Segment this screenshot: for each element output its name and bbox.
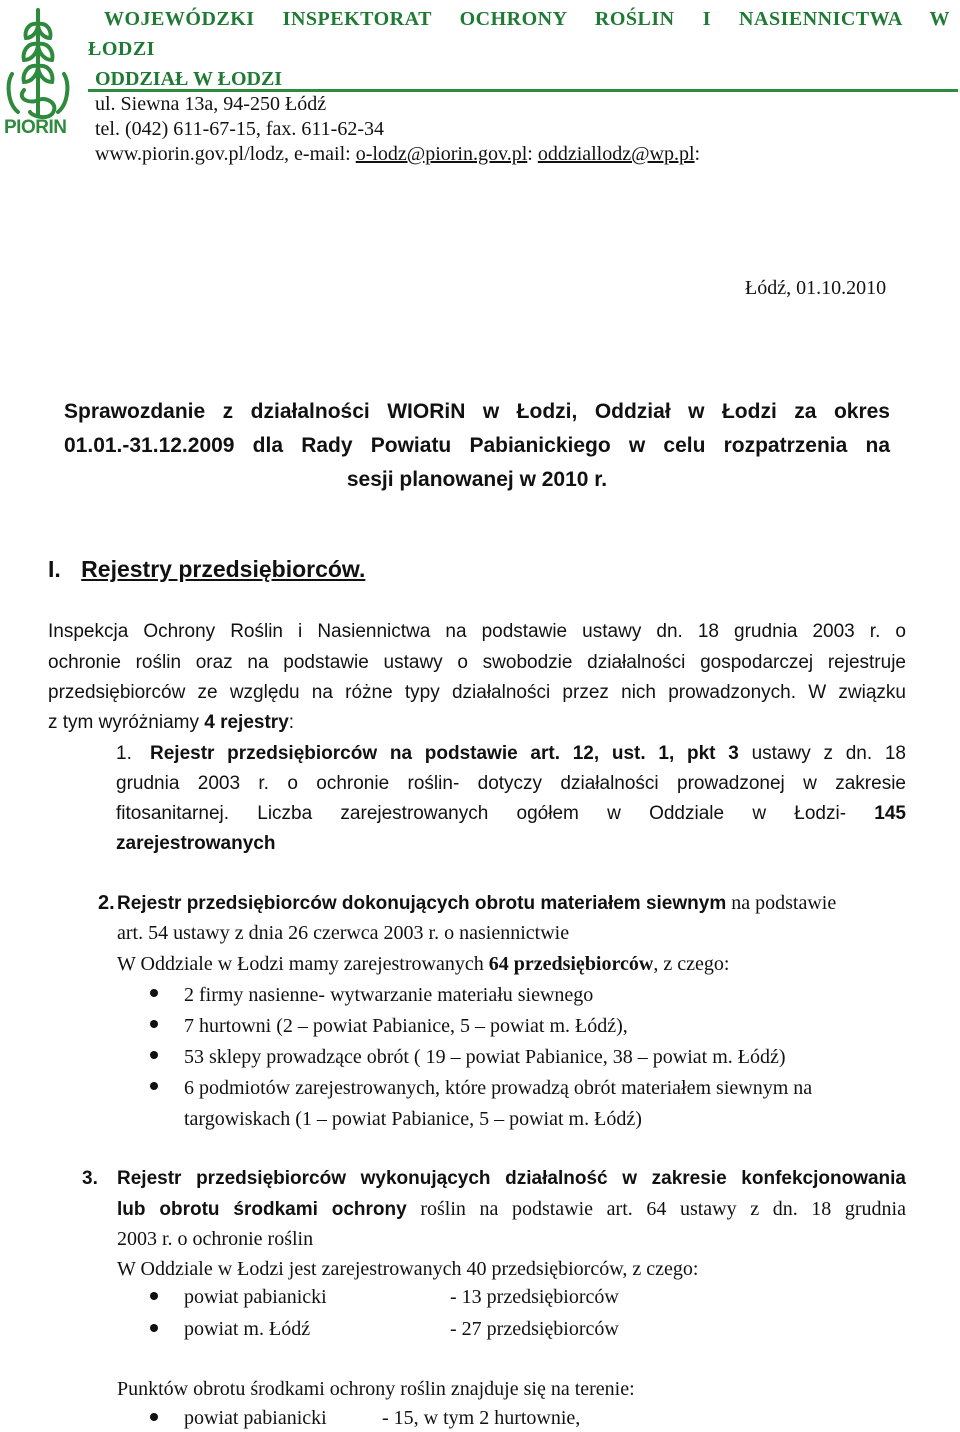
- reg3-number: 3.: [82, 1168, 98, 1189]
- org-name-line1: WOJEWÓDZKI INSPEKTORAT OCHRONY ROŚLIN I NASIENNICTWA W: [104, 8, 950, 30]
- reg3-row-value: - 13 przedsiębiorców: [450, 1286, 619, 1308]
- website-text: www.piorin.gov.pl/lodz, e-mail:: [95, 143, 356, 165]
- org-name-line2: ŁODZI: [88, 38, 155, 60]
- section-title: Rejestry przedsiębiorców.: [81, 556, 366, 582]
- bullet-icon: [150, 1413, 158, 1421]
- section-heading: [48, 556, 365, 583]
- contact-line: [95, 143, 700, 165]
- bullet-icon: [150, 1051, 158, 1059]
- reg2-line2: art. 54 ustawy z dnia 26 czerwca 2003 r. o nasiennictwie: [117, 922, 570, 944]
- title-line1: Sprawozdanie z działalności WIORiN w Łodzi, Oddział w Łodzi za okres: [64, 400, 890, 423]
- bullet-icon: [150, 989, 158, 997]
- reg1-number: 1.: [116, 743, 132, 764]
- logo-text: PIORIN: [4, 117, 67, 138]
- intro-line1: Inspekcja Ochrony Roślin i Nasiennictwa na podstawie ustawy dn. 18 grudnia 2003 r. o: [48, 621, 906, 642]
- bullet-icon: [150, 1292, 158, 1300]
- intro-text: z tym wyróżniamy: [48, 712, 205, 733]
- bullet-icon: [150, 1324, 158, 1332]
- reg2-line3: [117, 953, 729, 975]
- reg1-line4: zarejestrowanych: [116, 833, 276, 854]
- section-number: I.: [48, 556, 61, 582]
- reg3-row-name: powiat m. Łódź: [184, 1318, 311, 1340]
- reg1-line3: [116, 803, 906, 825]
- reg2-title: Rejestr przedsiębiorców dokonujących obrotu materiałem siewnym: [117, 893, 727, 914]
- reg2-rest: na podstawie: [726, 892, 837, 914]
- reg1-count: 145: [874, 803, 906, 824]
- intro-line3: przedsiębiorców ze względu na różne typy działalności przez nich prowadzonych. W związku: [48, 682, 906, 703]
- branch-name: ODDZIAŁ W ŁODZI: [95, 68, 283, 90]
- reg3-line1: Rejestr przedsiębiorców wykonujących działalność w zakresie konfekcjonowania: [117, 1168, 906, 1189]
- reg3-row-name: powiat pabianicki: [184, 1286, 327, 1308]
- reg2-count-label: W Oddziale w Łodzi mamy zarejestrowanych: [117, 953, 489, 975]
- reg2-count: 64 przedsiębiorców: [488, 953, 654, 975]
- email-link-2[interactable]: oddziallodz@wp.pl: [537, 143, 695, 165]
- separator: :: [527, 143, 538, 165]
- reg3-line3: 2003 r. o ochronie roślin: [117, 1228, 314, 1250]
- reg1-line1: [150, 743, 906, 765]
- email-link-1[interactable]: o-lodz@piorin.gov.pl: [355, 143, 528, 165]
- reg2-item: 2 firmy nasienne- wytwarzanie materiału siewnego: [184, 984, 594, 1006]
- title-line2: 01.01.-31.12.2009 dla Rady Powiatu Pabianickiego w celu rozpatrzenia na: [64, 434, 890, 457]
- trailing-colon: :: [694, 143, 701, 165]
- intro-count: 4 rejestry: [204, 712, 289, 733]
- reg3-title-cont: lub obrotu środkami ochrony: [117, 1199, 407, 1220]
- intro-line2: ochronie roślin oraz na podstawie ustawy o swobodzie działalności gospodarczej rejestruje: [48, 652, 906, 673]
- reg3-rest: roślin na podstawie art. 64 ustawy z dn. 18 grudnia: [406, 1198, 906, 1220]
- reg2-number: 2.: [98, 892, 115, 914]
- points-line: Punktów obrotu środkami ochrony roślin znajduje się na terenie:: [117, 1378, 635, 1400]
- reg2-item: 53 sklepy prowadzące obrót ( 19 – powiat Pabianice, 38 – powiat m. Łódź): [184, 1046, 786, 1068]
- reg2-item: 6 podmiotów zarejestrowanych, które prowadzą obrót materiałem siewnym na: [184, 1077, 813, 1099]
- intro-line4: [48, 712, 294, 734]
- bullet-icon: [150, 1082, 158, 1090]
- title-line3: sesji planowanej w 2010 r.: [346, 468, 608, 491]
- bullet-icon: [150, 1020, 158, 1028]
- reg2-item-cont: targowiskach (1 – powiat Pabianice, 5 – powiat m. Łódź): [184, 1108, 642, 1130]
- reg1-title: Rejestr przedsiębiorców na podstawie art. 12, ust. 1, pkt 3: [150, 743, 739, 764]
- reg3-row-value: - 27 przedsiębiorców: [450, 1318, 619, 1340]
- reg2-suffix: , z czego:: [653, 953, 730, 975]
- address: ul. Siewna 13a, 94-250 Łódź: [95, 93, 327, 115]
- reg1-count-label: fitosanitarnej. Liczba zarejestrowanych ogółem w Oddziale w Łodzi-: [116, 803, 875, 824]
- points-row-name: powiat pabianicki: [184, 1407, 327, 1429]
- reg2-line1: [117, 892, 836, 915]
- reg2-item: 7 hurtowni (2 – powiat Pabianice, 5 – powiat m. Łódź),: [184, 1015, 628, 1037]
- intro-colon: :: [288, 712, 295, 733]
- reg1-rest: ustawy z dn. 18: [738, 743, 906, 764]
- points-row-value: - 15, w tym 2 hurtownie,: [382, 1407, 581, 1429]
- letterhead: [0, 0, 960, 165]
- reg3-line2: [117, 1198, 906, 1221]
- reg1-line2: grudnia 2003 r. o ochronie roślin- dotyczy działalności prowadzonej w zakresie: [116, 773, 906, 794]
- phone-fax: tel. (042) 611-67-15, fax. 611-62-34: [95, 118, 385, 140]
- document-date: Łódź, 01.10.2010: [745, 277, 887, 299]
- reg3-line4: W Oddziale w Łodzi jest zarejestrowanych 40 przedsiębiorców, z czego:: [117, 1258, 699, 1280]
